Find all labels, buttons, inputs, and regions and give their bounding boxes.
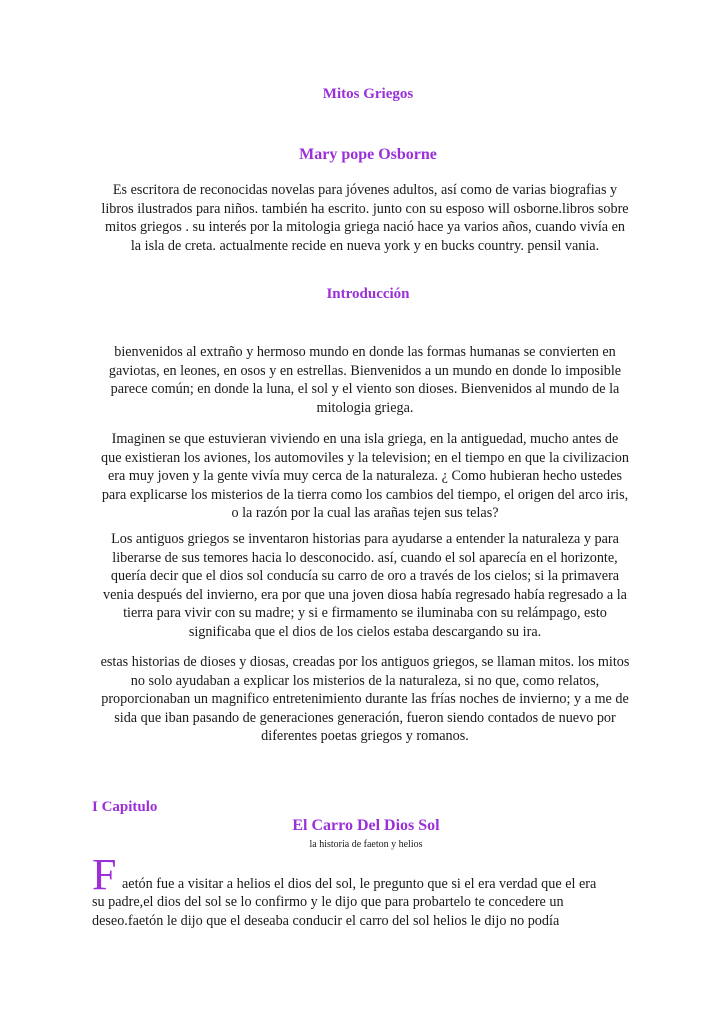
story-line-2: su padre,el dios del sol se lo confirmo y le dijo que para probartelo te concedere un xyxy=(92,894,564,910)
bio-paragraph: Es escritora de reconocidas novelas para jóvenes adultos, así como de varias biografias y libros ilustrados para niños. también ha escrito. junto con su esposo will osborne.libros sobre mitos griegos . su interés por la mitologia griega nació hace ya varios años, cuando vivía en la isla de creta. actualmente recide en nueva york y en bucks country. pensil vania. xyxy=(101,182,629,254)
main-title: Mitos Griegos xyxy=(322,86,414,102)
imagine-paragraph: Imaginen se que estuvieran viviendo en una isla griega, en la antiguedad, mucho antes de que existieran los aviones, los automoviles y la television; en el tiempo en que la civilizacion era muy joven y la gente vivía muy cerca de la naturaleza. ¿ Como hubieran hecho ustedes para explicarse los misterios de la tierra como los cambios del tiempo, el origen del arco iris, o la razón por la cual las arañas tejen sus telas? xyxy=(101,431,629,522)
ancient-greeks-paragraph: Los antiguos griegos se inventaron historias para ayudarse a entender la naturaleza y para liberarse de sus temores hacia lo desconocido. así, cuando el sol aparecía en el horizonte, quería decir que el dios sol conducía su carro de oro a través de los cielos; si la primavera venia después del invierno, era por que una joven diosa había regresado había regresado a la tierra para vivir con su madre; y si e firmamento se iluminaba con su relámpago, esto significaba que el dios de los cielos estaba descargando su ira. xyxy=(103,531,627,640)
drop-cap-letter: F xyxy=(92,850,117,899)
chapter-subtitle: la historia de faeton y helios xyxy=(309,839,423,850)
intro-title: Introducción xyxy=(326,286,410,302)
chapter-title: El Carro Del Dios Sol xyxy=(292,817,440,834)
story-first-line xyxy=(92,850,637,899)
chapter-story xyxy=(92,850,637,930)
author-title: Mary pope Osborne xyxy=(299,146,437,163)
myths-paragraph: estas historias de dioses y diosas, creadas por los antiguos griegos, se llaman mitos. los mitos no solo ayudaban a explicar los misterios de la naturaleza, si no que, como relatos, proporcionaban un magnifico entretenimiento durante las frías noches de invierno; y a me de sida que iban pasando de generaciones generación, fueron siendo contados de nuevo por diferentes poetas griegos y romanos. xyxy=(100,654,630,745)
welcome-paragraph: bienvenidos al extraño y hermoso mundo en donde las formas humanas se convierten en gaviotas, en leones, en osos y en estrellas. Bienvenidos a un mundo en donde lo imposible parece común; en donde la luna, el sol y el viento son dioses. Bienvenidos al mundo de la mitologia griega. xyxy=(108,344,622,416)
story-line-3: deseo.faetón le dijo que el deseaba conducir el carro del sol helios le dijo no podía xyxy=(92,912,560,929)
chapter-label: I Capitulo xyxy=(92,799,158,815)
story-line-1: aetón fue a visitar a helios el dios del sol, le pregunto que si el era verdad que el era xyxy=(122,876,597,892)
